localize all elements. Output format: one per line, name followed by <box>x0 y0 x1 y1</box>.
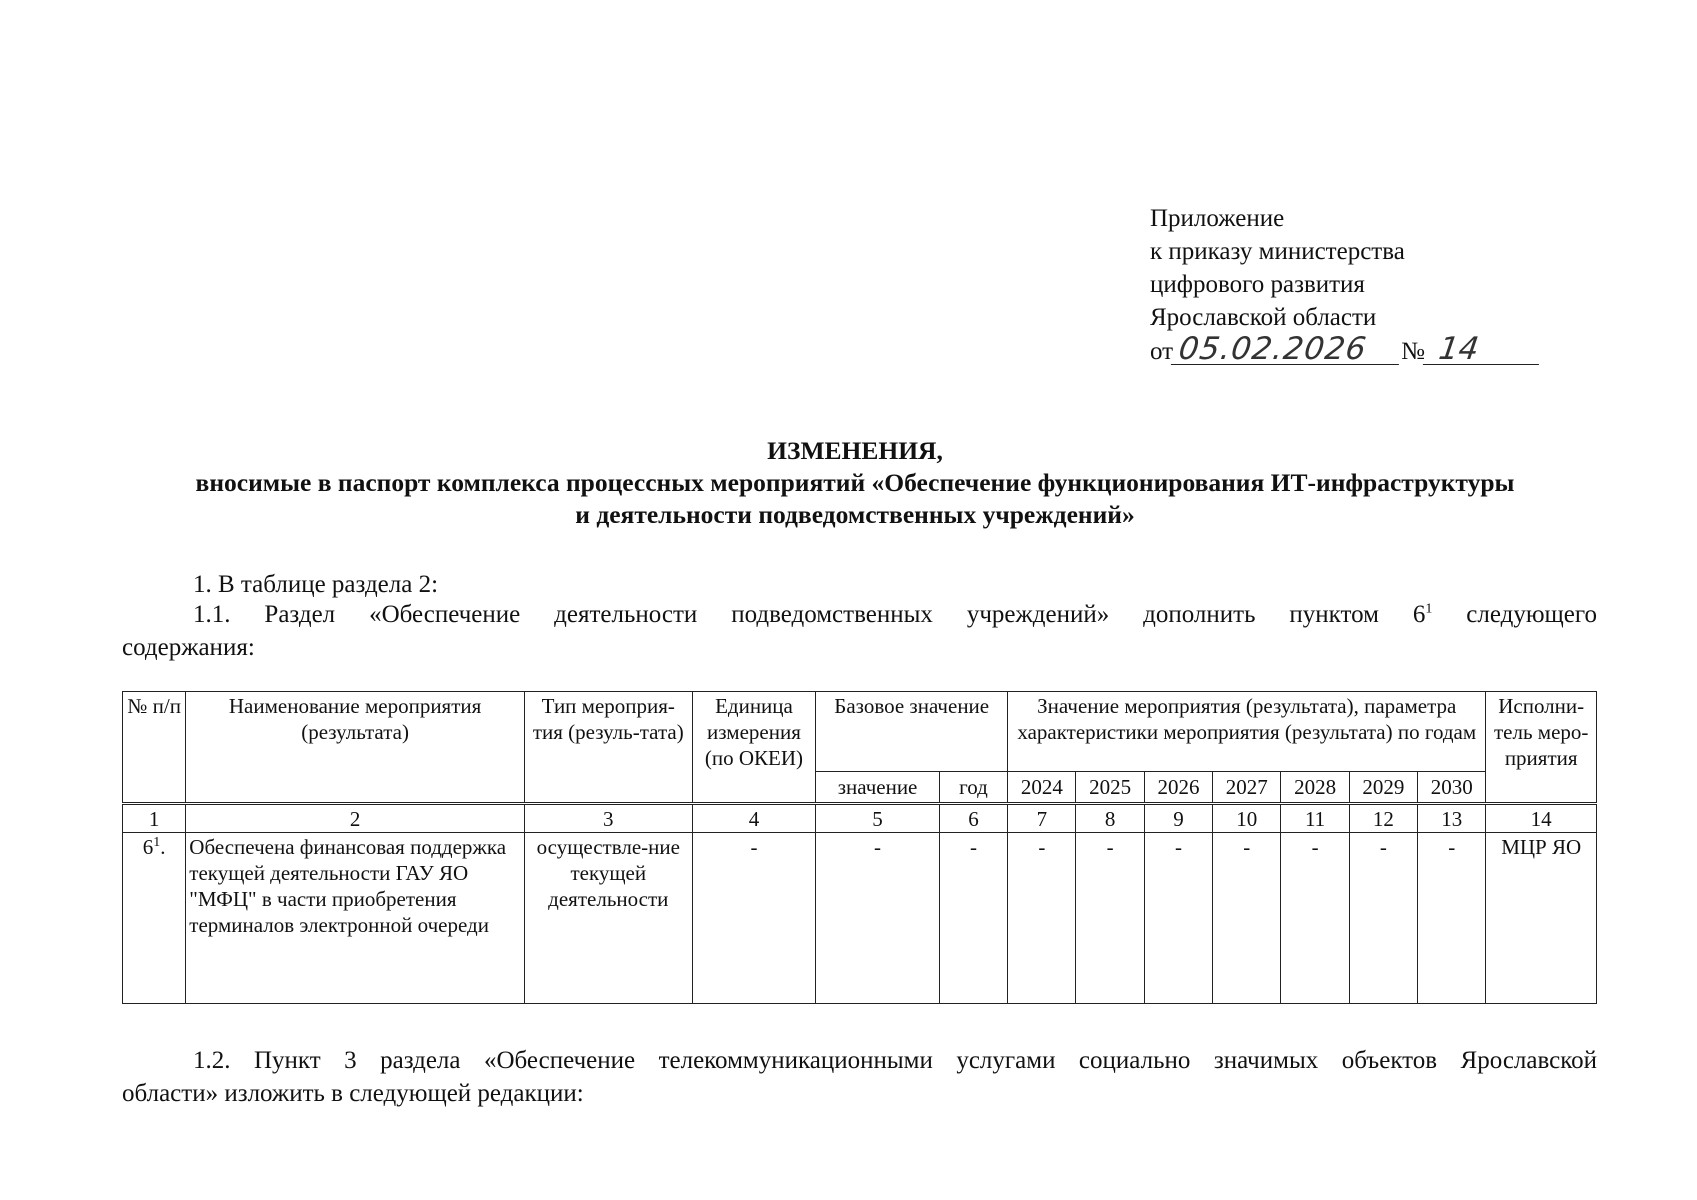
header-year: 2028 <box>1281 772 1349 804</box>
document-title: ИЗМЕНЕНИЯ, <box>767 436 943 465</box>
header-base-value: значение <box>816 772 940 804</box>
row-year-value: - <box>1281 833 1349 1004</box>
header-name: Наименование мероприятия (результата) <box>186 692 525 804</box>
column-number: 6 <box>939 804 1007 833</box>
row-year-value: - <box>1008 833 1076 1004</box>
column-number: 14 <box>1486 804 1597 833</box>
row-num-text: 6 <box>142 835 154 859</box>
column-numbers-row <box>123 804 1597 833</box>
row-num <box>123 833 186 1004</box>
row-type: осуществле-ние текущей деятельности <box>524 833 692 1004</box>
header-year: 2025 <box>1076 772 1144 804</box>
column-number: 1 <box>123 804 186 833</box>
header-year: 2027 <box>1213 772 1281 804</box>
column-number: 10 <box>1213 804 1281 833</box>
column-number: 5 <box>816 804 940 833</box>
paragraph-1: 1. В таблице раздела 2: <box>193 571 439 598</box>
column-number: 13 <box>1418 804 1486 833</box>
header-year: 2026 <box>1144 772 1212 804</box>
appendix-line-4: Ярославской области <box>1150 304 1377 331</box>
column-number: 8 <box>1076 804 1144 833</box>
paragraph-1-2-continuation: области» изложить в следующей редакции: <box>122 1080 584 1107</box>
column-number: 12 <box>1349 804 1417 833</box>
handwritten-number: 14 <box>1423 334 1543 365</box>
paragraph-1-1-text: 1.1. Раздел «Обеспечение деятельности подведомственных учреждений» дополнить пунктом 6 <box>193 601 1426 628</box>
column-number: 9 <box>1144 804 1212 833</box>
row-executor: МЦР ЯО <box>1486 833 1597 1004</box>
row-base-year: - <box>939 833 1007 1004</box>
table-row <box>123 833 1597 1004</box>
appendix-date-line <box>1150 331 1541 368</box>
row-year-value: - <box>1349 833 1417 1004</box>
column-number: 2 <box>186 804 525 833</box>
row-year-value: - <box>1213 833 1281 1004</box>
column-number: 11 <box>1281 804 1349 833</box>
paragraph-1-1-continuation: содержания: <box>122 634 255 661</box>
paragraph-1-1-superscript: 1 <box>1425 601 1433 617</box>
row-year-value: - <box>1144 833 1212 1004</box>
from-prefix: от <box>1150 338 1174 365</box>
column-number: 4 <box>692 804 816 833</box>
paragraph-1-2: 1.2. Пункт 3 раздела «Обеспечение телекоммуникационными услугами социально значимых объектов Ярославской <box>193 1047 1597 1074</box>
row-num-superscript: 1 <box>153 835 161 850</box>
number-prefix: № <box>1401 338 1425 365</box>
appendix-line-3: цифрового развития <box>1150 271 1365 298</box>
appendix-line-1: Приложение <box>1150 205 1285 232</box>
header-values: Значение мероприятия (результата), параметра характеристики мероприятия (результата) по годам <box>1008 692 1486 772</box>
row-year-value: - <box>1076 833 1144 1004</box>
header-executor: Исполни-тель меро-приятия <box>1486 692 1597 804</box>
header-num: № п/п <box>123 692 186 804</box>
row-unit: - <box>692 833 816 1004</box>
row-base-value: - <box>816 833 940 1004</box>
paragraph-1-1 <box>193 598 1597 631</box>
handwritten-date: 05.02.2026 <box>1171 334 1403 365</box>
header-year: 2030 <box>1418 772 1486 804</box>
header-unit: Единица измерения (по ОКЕИ) <box>692 692 816 804</box>
column-number: 7 <box>1008 804 1076 833</box>
header-type: Тип мероприя-тия (резуль-тата) <box>524 692 692 804</box>
appendix-block <box>1150 202 1541 368</box>
table-header-row <box>123 692 1597 772</box>
column-number: 3 <box>524 804 692 833</box>
paragraph-1-1-tail: следующего <box>1432 601 1598 628</box>
header-base-year: год <box>939 772 1007 804</box>
appendix-line-2: к приказу министерства <box>1150 238 1405 265</box>
row-name: Обеспечена финансовая поддержка текущей деятельности ГАУ ЯО "МФЦ" в части приобретения терминалов электронной очереди <box>186 833 525 1004</box>
header-year: 2024 <box>1008 772 1076 804</box>
row-num-suffix: . <box>160 835 166 859</box>
document-subtitle-line-2: и деятельности подведомственных учреждений» <box>575 500 1135 529</box>
row-year-value: - <box>1418 833 1486 1004</box>
activities-table <box>122 691 1597 1004</box>
header-base: Базовое значение <box>816 692 1008 772</box>
header-year: 2029 <box>1349 772 1417 804</box>
document-subtitle-line-1: вносимые в паспорт комплекса процессных мероприятий «Обеспечение функционирования ИТ-инфраструктуры <box>195 468 1515 497</box>
